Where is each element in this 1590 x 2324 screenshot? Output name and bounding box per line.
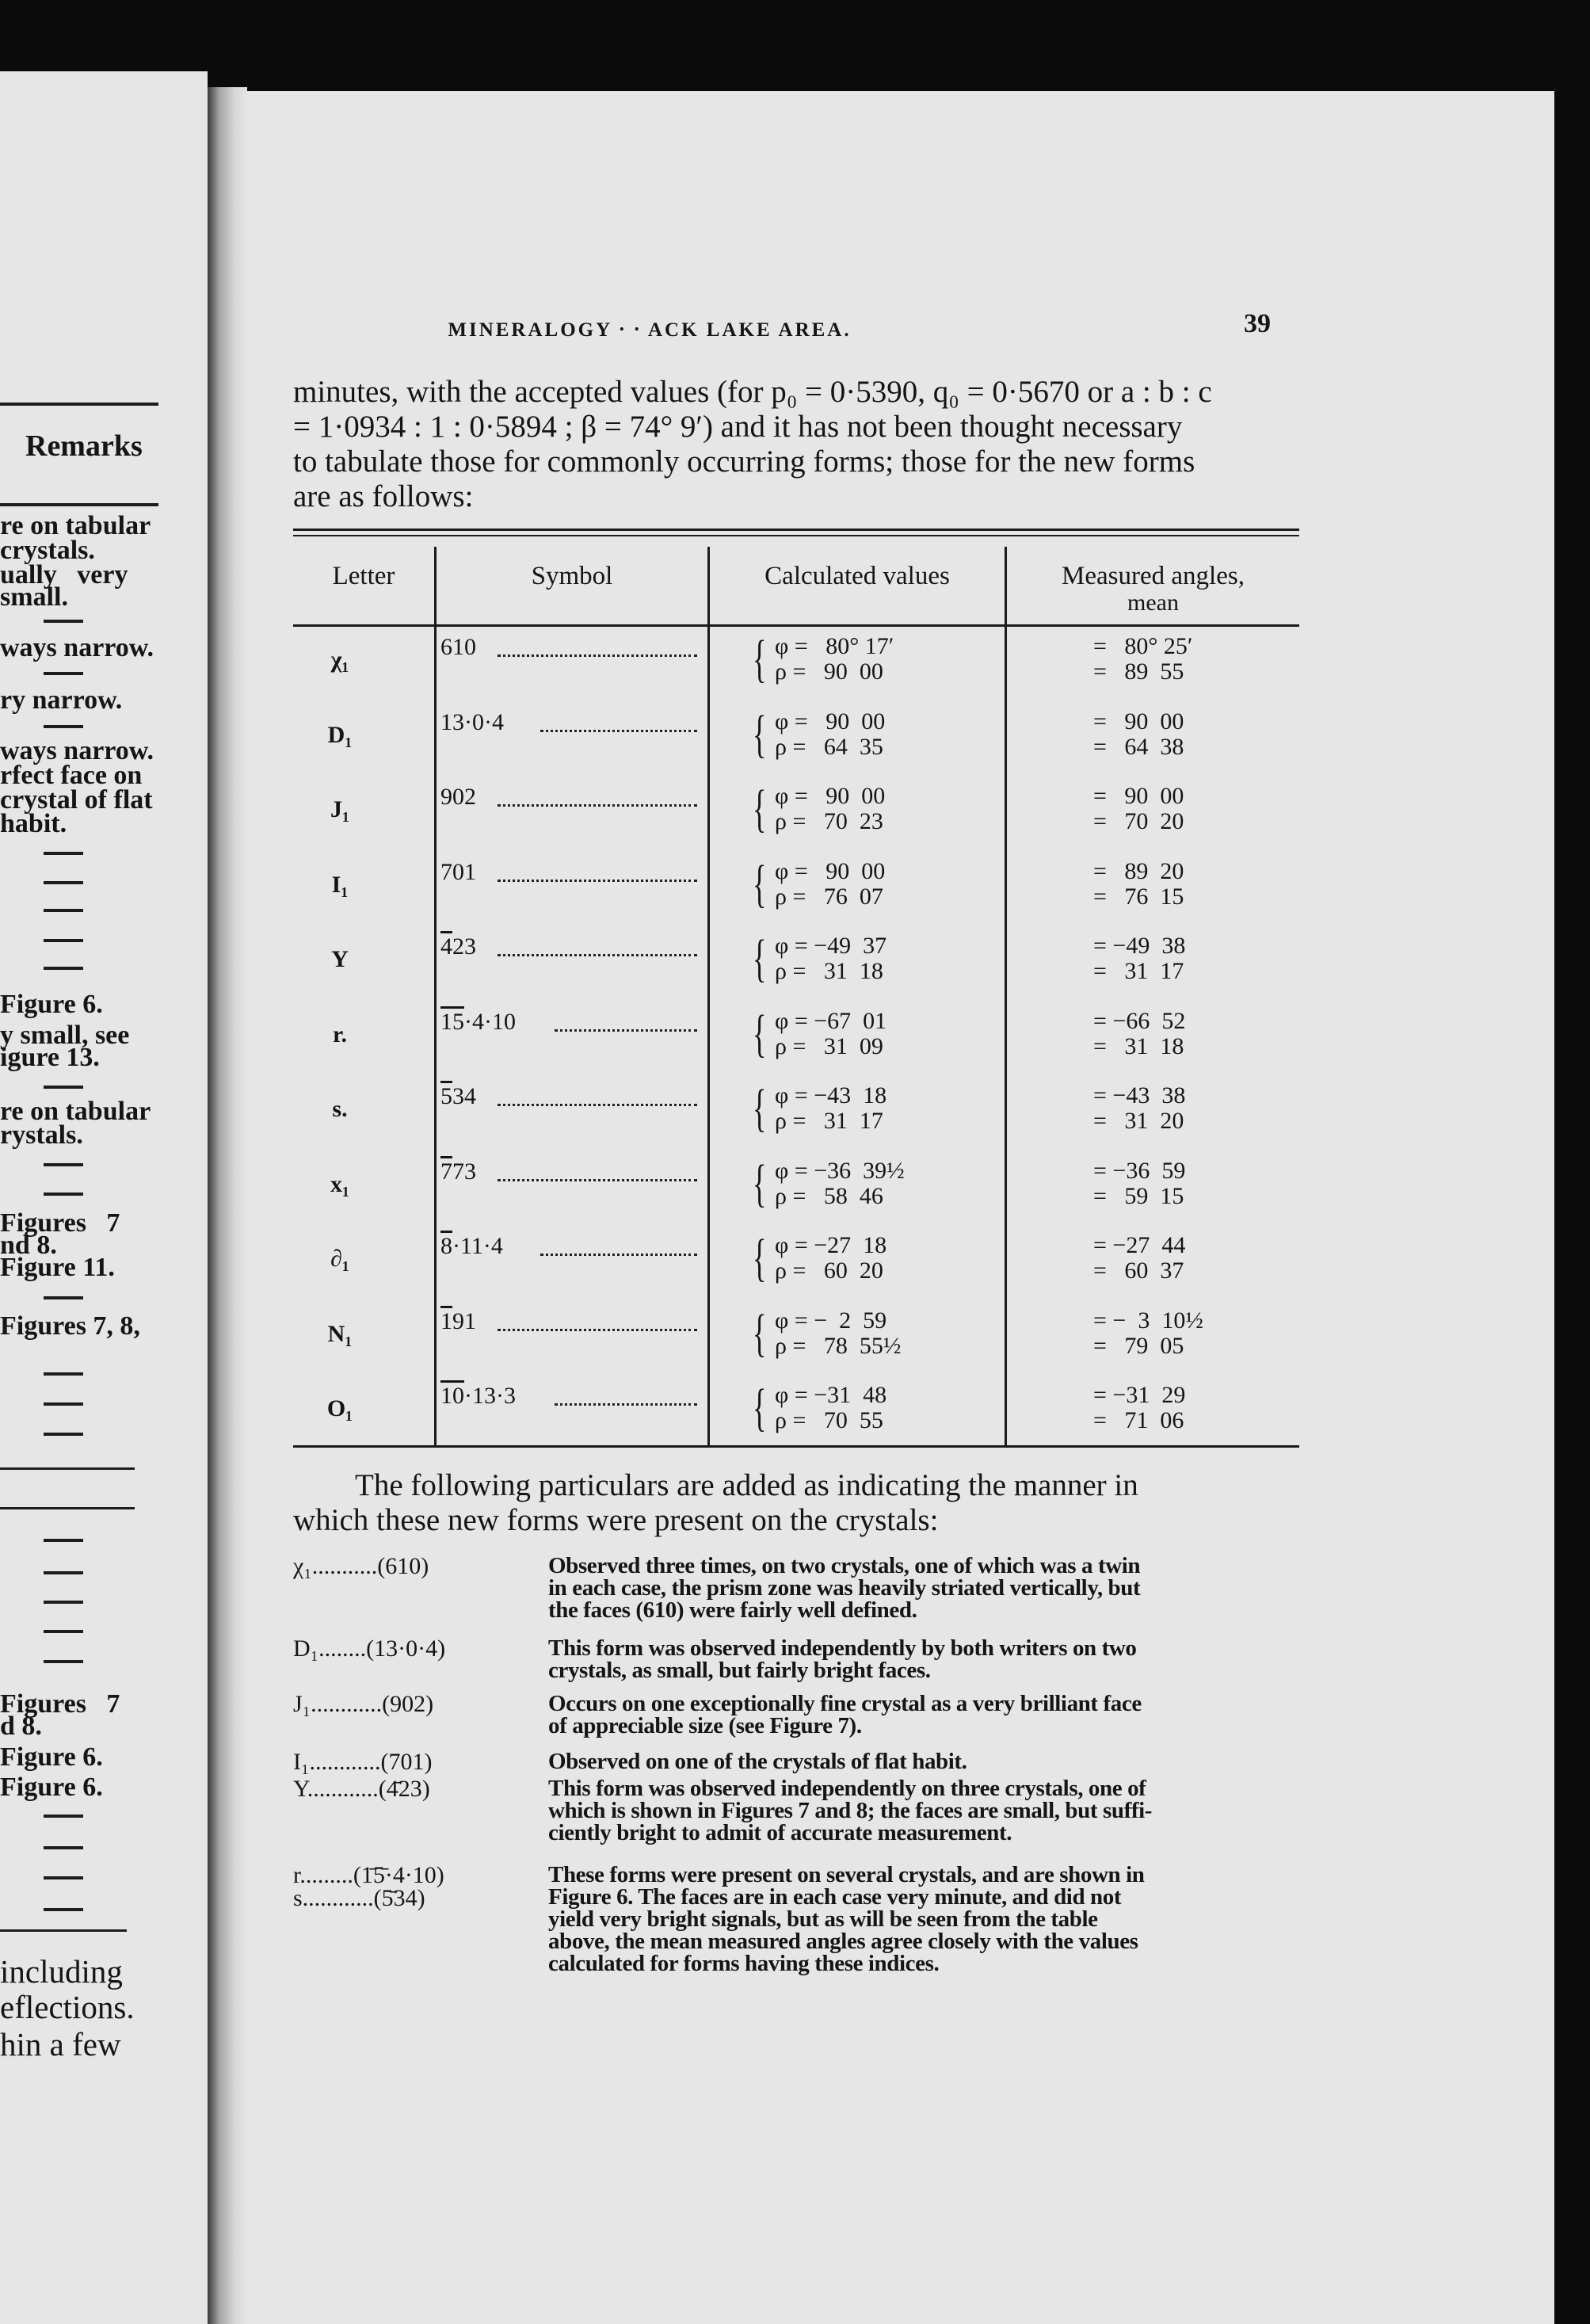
left-fragment: Figure 6. xyxy=(0,990,103,1019)
table-bottom-rule xyxy=(293,1445,1299,1448)
column-header-calculated: Calculated values xyxy=(764,562,950,590)
book-gutter xyxy=(208,87,247,2324)
dot-leader xyxy=(540,1254,697,1256)
row-letter: ∂₁ xyxy=(330,1246,349,1272)
running-title: MINERALOGY ⸱ ⸱ ACK LAKE AREA. xyxy=(448,319,852,341)
left-facing-page xyxy=(0,71,208,2324)
brace: { xyxy=(753,1005,767,1063)
row-letter: s. xyxy=(332,1096,348,1122)
symbol-barred-index: 4 xyxy=(440,933,452,960)
left-fragment: habit. xyxy=(0,809,67,838)
note-line: yield very bright signals, but as will be seen from the table xyxy=(548,1906,1098,1932)
brace: { xyxy=(753,1154,767,1212)
left-dash xyxy=(44,1163,83,1166)
row-letter: I₁ xyxy=(331,872,349,898)
measured-values xyxy=(1093,933,1252,984)
row-symbol: 701 xyxy=(440,859,476,885)
row-letter: D₁ xyxy=(327,722,353,748)
intro-line: = 1·0934 : 1 : 0·5894 ; β = 74° 9′) and it has not been thought necessary xyxy=(293,410,1183,444)
intro-paragraph xyxy=(293,375,1315,514)
left-fragment: Figures 7 xyxy=(0,1689,120,1719)
left-fragment: eflections. xyxy=(0,1989,135,2025)
column-header-measured xyxy=(1007,563,1299,616)
left-dash xyxy=(44,1433,83,1436)
left-fragment: y small, see xyxy=(0,1021,130,1050)
left-rule xyxy=(0,503,158,506)
calc-rho: ρ = 31 09 xyxy=(775,1033,883,1059)
left-dash xyxy=(44,1086,83,1089)
left-dash xyxy=(44,967,83,970)
dot-leader xyxy=(498,1104,697,1106)
dot-leader xyxy=(498,954,697,956)
left-dash xyxy=(44,1876,83,1879)
note-form-key: r.........(1̄5̄·4·10) xyxy=(293,1862,444,1888)
table-header-rule xyxy=(293,624,1299,627)
measured-rho: = 71 06 xyxy=(1093,1407,1184,1433)
calc-rho: ρ = 31 18 xyxy=(775,958,883,984)
row-letter: χ₁ xyxy=(330,647,349,673)
note-line: Figure 6. The faces are in each case very minute, and did not xyxy=(548,1884,1122,1910)
symbol-barred-index: 5 xyxy=(440,1083,452,1109)
row-letter: J₁ xyxy=(330,796,349,822)
calc-phi: φ = −49 37 xyxy=(775,933,887,959)
row-symbol xyxy=(440,1009,516,1036)
calculated-values xyxy=(753,1379,951,1437)
intro-line: minutes, with the accepted values (for p₀ = 0·5390, q₀ = 0·5670 or a : b : c xyxy=(293,375,1212,409)
left-fragment: rystals. xyxy=(0,1120,83,1150)
calc-rho: ρ = 78 55½ xyxy=(775,1333,902,1359)
left-dash xyxy=(44,1660,83,1663)
brace: { xyxy=(753,630,767,688)
calc-phi: φ = −67 01 xyxy=(775,1008,887,1034)
brace: { xyxy=(753,855,767,913)
measured-phi: = −66 52 xyxy=(1093,1008,1186,1034)
symbol-barred-index: 7 xyxy=(440,1158,452,1185)
left-fragment: ry narrow. xyxy=(0,685,123,715)
row-symbol: 610 xyxy=(440,634,476,660)
dot-leader xyxy=(498,1329,697,1331)
left-dash xyxy=(44,1571,83,1574)
measured-rho: = 79 05 xyxy=(1093,1333,1184,1359)
symbol-barred-index: 8 xyxy=(440,1233,452,1259)
left-rule xyxy=(0,1467,135,1470)
left-fragment: Figures 7 xyxy=(0,1208,120,1238)
symbol-rest: 34 xyxy=(452,1083,476,1109)
left-dash xyxy=(44,1296,83,1299)
note-line: Occurs on one exceptionally fine crystal as a very brilliant face xyxy=(548,1691,1142,1716)
note-line: This form was observed independently by both writers on two xyxy=(548,1635,1137,1661)
brace: { xyxy=(753,1079,767,1137)
row-symbol xyxy=(440,933,476,960)
measured-phi: = 90 00 xyxy=(1093,708,1184,735)
dot-leader xyxy=(498,1179,697,1181)
left-fragment: ways narrow. xyxy=(0,736,154,765)
calc-phi: φ = 80° 17′ xyxy=(775,633,894,659)
calc-rho: ρ = 58 46 xyxy=(775,1183,883,1209)
measured-values xyxy=(1093,1158,1252,1209)
left-fragment: Figure 6. xyxy=(0,1742,103,1772)
calculated-values xyxy=(753,1005,951,1063)
calc-phi: φ = −31 48 xyxy=(775,1382,887,1408)
row-symbol xyxy=(440,1383,516,1410)
calculated-values xyxy=(753,855,951,913)
calc-phi: φ = 90 00 xyxy=(775,783,886,809)
column-header-symbol: Symbol xyxy=(531,562,613,590)
left-fragment: nd 8. xyxy=(0,1231,57,1260)
column-divider xyxy=(707,547,710,1445)
measured-values xyxy=(1093,784,1252,834)
row-letter: O₁ xyxy=(326,1395,353,1421)
left-dash xyxy=(44,939,83,942)
note-line: of appreciable size (see Figure 7). xyxy=(548,1713,862,1738)
brace: { xyxy=(753,780,767,838)
measured-rho: = 76 15 xyxy=(1093,883,1184,910)
left-fragment: ways narrow. xyxy=(0,633,154,662)
brace: { xyxy=(753,1229,767,1287)
dot-leader xyxy=(555,1029,697,1032)
symbol-rest: ·4·10 xyxy=(464,1009,516,1035)
dot-leader xyxy=(555,1403,697,1406)
note-form-key: D₁........(13·0·4) xyxy=(293,1635,446,1662)
measured-rho: = 31 20 xyxy=(1093,1108,1184,1134)
row-letter: r. xyxy=(332,1021,348,1048)
note-line: in each case, the prism zone was heavily striated vertically, but xyxy=(548,1575,1141,1601)
left-fragment: including xyxy=(0,1953,123,1990)
note-description xyxy=(548,1692,1305,1737)
calc-phi: φ = 90 00 xyxy=(775,858,886,884)
measured-values xyxy=(1093,1383,1252,1433)
calculated-values xyxy=(753,630,951,688)
left-fragment: hin a few xyxy=(0,2026,121,2063)
row-symbol xyxy=(440,1158,476,1185)
left-heading: Remarks xyxy=(25,429,143,463)
note-line: the faces (610) were fairly well defined. xyxy=(548,1597,917,1623)
note-description xyxy=(548,1864,1305,1975)
page-number: 39 xyxy=(1244,309,1271,338)
note-description xyxy=(548,1750,1305,1773)
calculated-values xyxy=(753,1229,951,1287)
note-form-key: Y............(4̄23) xyxy=(293,1776,430,1802)
left-dash xyxy=(44,1908,83,1911)
dot-leader xyxy=(540,730,697,732)
measured-values xyxy=(1093,1233,1252,1284)
calc-phi: φ = 90 00 xyxy=(775,708,886,735)
second-paragraph xyxy=(293,1468,1315,1538)
column-header-letter: Letter xyxy=(332,562,395,590)
left-rule xyxy=(0,1507,135,1509)
left-dash xyxy=(44,1402,83,1406)
calc-phi: φ = −27 18 xyxy=(775,1232,887,1258)
measured-rho: = 60 37 xyxy=(1093,1257,1184,1284)
left-dash xyxy=(44,1539,83,1542)
left-fragment: crystals. xyxy=(0,536,95,565)
para-line: The following particulars are added as indicating the manner in xyxy=(355,1468,1138,1502)
measured-phi: = 89 20 xyxy=(1093,858,1184,884)
calc-phi: φ = −43 18 xyxy=(775,1082,887,1109)
symbol-rest: ·11·4 xyxy=(452,1233,503,1259)
symbol-rest: 91 xyxy=(452,1308,476,1334)
note-line: Observed three times, on two crystals, one of which was a twin xyxy=(548,1553,1141,1578)
brace: { xyxy=(753,1379,767,1437)
calc-rho: ρ = 76 07 xyxy=(775,883,883,910)
measured-rho: = 59 15 xyxy=(1093,1183,1184,1209)
note-line: calculated for forms having these indices. xyxy=(548,1951,940,1976)
calculated-values xyxy=(753,1079,951,1137)
calc-rho: ρ = 60 20 xyxy=(775,1257,883,1284)
left-dash xyxy=(44,1815,83,1818)
calculated-values xyxy=(753,1304,951,1362)
left-fragment: re on tabular xyxy=(0,1097,151,1126)
dot-leader xyxy=(498,654,697,657)
left-dash xyxy=(44,1630,83,1633)
note-form-key: χ₁...........(610) xyxy=(293,1553,429,1579)
left-dash xyxy=(44,1193,83,1196)
measured-values xyxy=(1093,1308,1252,1359)
measured-phi: = −27 44 xyxy=(1093,1232,1186,1258)
measured-values xyxy=(1093,634,1252,685)
left-dash xyxy=(44,672,83,675)
row-symbol: 902 xyxy=(440,784,476,810)
note-description xyxy=(548,1555,1305,1621)
symbol-barred-index: 15 xyxy=(440,1009,464,1035)
column-header-measured-line: mean xyxy=(1127,590,1179,616)
left-dash xyxy=(44,881,83,884)
measured-phi: = 90 00 xyxy=(1093,783,1184,809)
row-symbol xyxy=(440,1083,476,1110)
column-header-measured-line: Measured angles, xyxy=(1062,562,1245,590)
measured-phi: = − 3 10½ xyxy=(1093,1307,1203,1334)
measured-rho: = 64 38 xyxy=(1093,734,1184,760)
symbol-rest: 23 xyxy=(452,933,476,960)
left-dash xyxy=(44,852,83,855)
symbol-barred-index: 10 xyxy=(440,1383,464,1409)
intro-line: are as follows: xyxy=(293,479,474,513)
brace: { xyxy=(753,929,767,987)
dot-leader xyxy=(498,880,697,882)
measured-rho: = 31 17 xyxy=(1093,958,1184,984)
measured-values xyxy=(1093,859,1252,910)
note-line: above, the mean measured angles agree closely with the values xyxy=(548,1929,1138,1954)
column-divider xyxy=(1005,547,1007,1445)
left-fragment: crystal of flat xyxy=(0,785,153,815)
dot-leader xyxy=(498,804,697,807)
left-fragment: re on tabular xyxy=(0,511,151,540)
left-dash xyxy=(44,1372,83,1376)
left-fragment: Figures 7, 8, xyxy=(0,1311,140,1341)
calculated-values xyxy=(753,929,951,987)
symbol-rest: ·13·3 xyxy=(464,1383,516,1409)
row-symbol: 13·0·4 xyxy=(440,709,504,735)
left-rule xyxy=(0,403,158,406)
measured-rho: = 70 20 xyxy=(1093,808,1184,834)
calc-rho: ρ = 70 23 xyxy=(775,808,883,834)
note-line: This form was observed independently on three crystals, one of xyxy=(548,1776,1146,1801)
para-line: which these new forms were present on the crystals: xyxy=(293,1503,939,1537)
left-dash xyxy=(44,1601,83,1604)
table-top-rule xyxy=(293,535,1299,536)
left-fragment: rfect face on xyxy=(0,761,143,790)
calculated-values xyxy=(753,1154,951,1212)
calculated-values xyxy=(753,705,951,763)
left-fragment: Figure 6. xyxy=(0,1773,103,1802)
symbol-rest: 73 xyxy=(452,1158,476,1185)
note-description xyxy=(548,1777,1305,1844)
row-letter: N₁ xyxy=(327,1321,353,1347)
note-line: These forms were present on several crystals, and are shown in xyxy=(548,1862,1145,1887)
measured-phi: = −49 38 xyxy=(1093,933,1186,959)
column-divider xyxy=(434,547,437,1445)
left-fragment: d 8. xyxy=(0,1712,42,1741)
measured-phi: = −43 38 xyxy=(1093,1082,1186,1109)
left-fragment: igure 13. xyxy=(0,1043,100,1072)
note-form-key: s............(5̄34) xyxy=(293,1885,425,1911)
left-fragment: small. xyxy=(0,582,68,612)
calc-rho: ρ = 31 17 xyxy=(775,1108,883,1134)
brace: { xyxy=(753,1304,767,1362)
measured-rho: = 31 18 xyxy=(1093,1033,1184,1059)
intro-line: to tabulate those for commonly occurring forms; those for the new forms xyxy=(293,445,1195,479)
note-line: crystals, as small, but fairly bright faces. xyxy=(548,1658,931,1683)
left-fragment: Figure 11. xyxy=(0,1253,115,1282)
calc-rho: ρ = 64 35 xyxy=(775,734,883,760)
left-rule xyxy=(0,1929,127,1932)
calculated-values xyxy=(753,780,951,838)
note-line: which is shown in Figures 7 and 8; the faces are small, but suffi- xyxy=(548,1798,1153,1823)
symbol-barred-index: 1 xyxy=(440,1308,452,1334)
left-dash xyxy=(44,909,83,912)
note-line: Observed on one of the crystals of flat habit. xyxy=(548,1749,967,1774)
calc-rho: ρ = 90 00 xyxy=(775,658,883,685)
left-dash xyxy=(44,725,83,728)
calc-rho: ρ = 70 55 xyxy=(775,1407,883,1433)
note-form-key: J₁............(902) xyxy=(293,1691,434,1717)
measured-rho: = 89 55 xyxy=(1093,658,1184,685)
measured-phi: = 80° 25′ xyxy=(1093,633,1193,659)
row-symbol xyxy=(440,1233,503,1260)
left-fragment: ually very xyxy=(0,560,128,590)
measured-values xyxy=(1093,709,1252,760)
calc-phi: φ = − 2 59 xyxy=(775,1307,887,1334)
left-dash xyxy=(44,620,83,623)
measured-phi: = −31 29 xyxy=(1093,1382,1186,1408)
row-letter: x₁ xyxy=(330,1171,349,1197)
row-letter: Y xyxy=(331,946,349,972)
calc-phi: φ = −36 39½ xyxy=(775,1158,905,1184)
note-form-key: I₁............(701) xyxy=(293,1749,433,1775)
brace: { xyxy=(753,705,767,763)
note-description xyxy=(548,1637,1305,1681)
measured-values xyxy=(1093,1083,1252,1134)
note-line: ciently bright to admit of accurate measurement. xyxy=(548,1820,1012,1845)
left-dash xyxy=(44,1846,83,1849)
measured-values xyxy=(1093,1009,1252,1059)
table-top-rule xyxy=(293,529,1299,531)
row-symbol xyxy=(440,1308,476,1335)
measured-phi: = −36 59 xyxy=(1093,1158,1186,1184)
